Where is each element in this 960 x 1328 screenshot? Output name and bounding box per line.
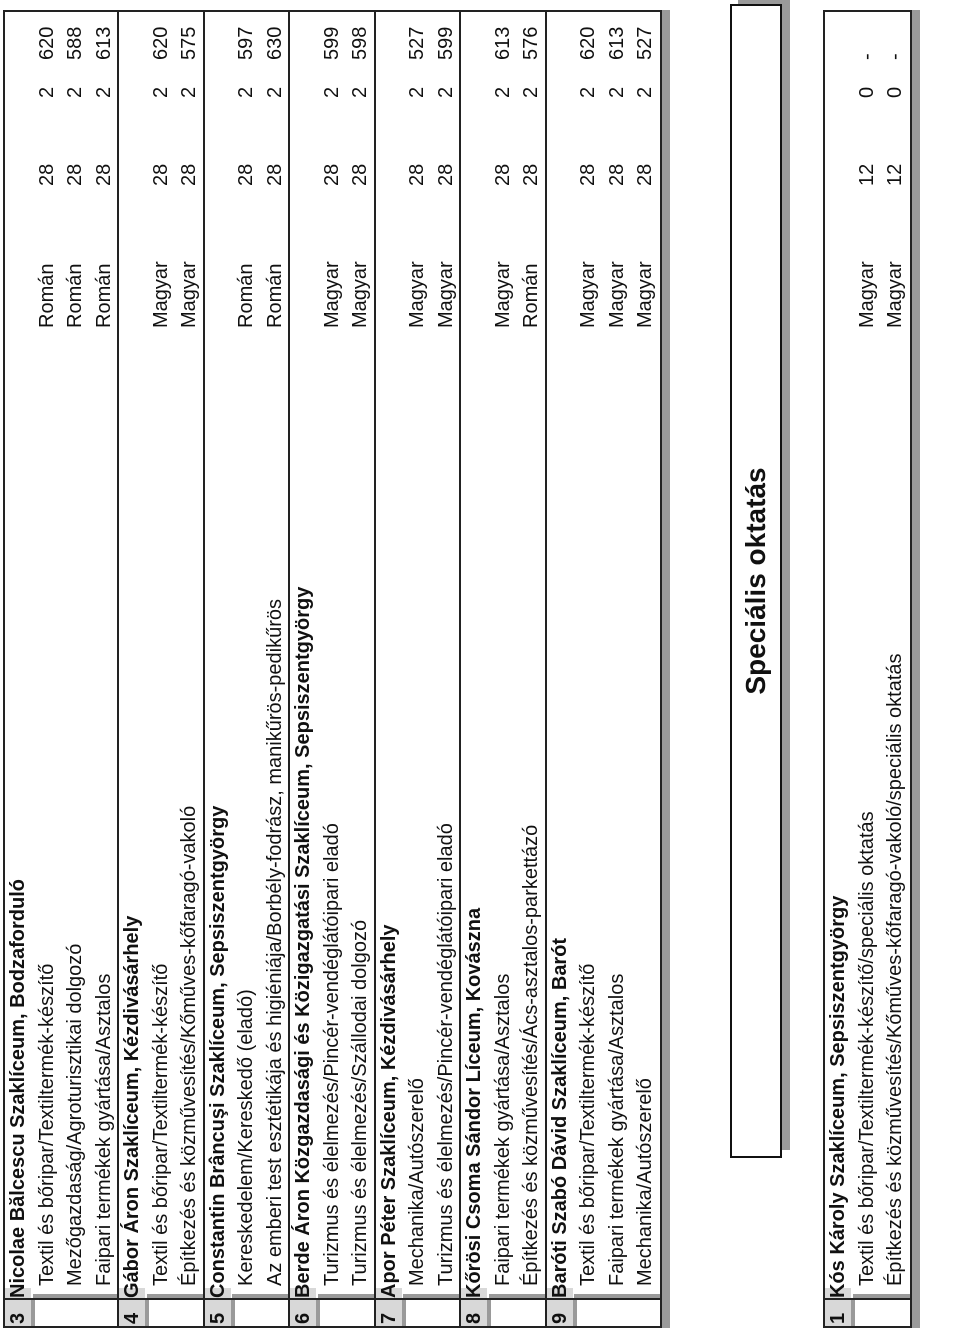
program-name: Turizmus és élelmezés/Pincér-vendéglátóipari eladó [320, 823, 343, 1286]
school-name: Kőrösi Csoma Sándor Líceum, Kovászna [463, 907, 485, 1298]
program-name: Textil és bőripar/Textiltermék-készítő [149, 963, 172, 1286]
special-places: 0 [884, 86, 906, 98]
program-row [432, 10, 460, 1328]
class-count: 12 [884, 163, 906, 186]
class-count: 28 [178, 163, 200, 186]
min-score: 620 [577, 26, 599, 60]
teaching-language: Román [64, 263, 86, 328]
program-row [261, 10, 289, 1328]
min-score: 613 [491, 26, 514, 60]
class-count: 28 [263, 163, 286, 186]
program-name: Textil és bőripar/Textiltermék-készítő [35, 963, 58, 1286]
school-number: 4 [121, 1312, 143, 1324]
special-places: 2 [64, 86, 86, 98]
teaching-language: Magyar [320, 261, 343, 328]
school-header-row [375, 10, 403, 1328]
school-number: 3 [7, 1312, 29, 1324]
class-count: 12 [855, 163, 878, 186]
program-row [574, 10, 602, 1328]
school-name: Kós Károly Szaklíceum, Sepsiszentgyörgy [827, 895, 849, 1298]
school-number: 9 [548, 1312, 571, 1324]
teaching-language: Magyar [577, 261, 599, 328]
table-bottom-shadow [662, 10, 670, 1328]
program-row [853, 10, 881, 1328]
teaching-language: Román [263, 263, 286, 328]
teaching-language: Román [235, 263, 257, 328]
min-score: 613 [92, 26, 115, 60]
school-number: 8 [463, 1312, 485, 1324]
min-score: 620 [35, 26, 58, 60]
class-count: 28 [406, 163, 428, 186]
section-title: Speciális oktatás [740, 467, 771, 695]
special-places: 2 [178, 86, 200, 98]
min-score: - [884, 53, 906, 60]
teaching-language: Magyar [605, 261, 628, 328]
program-name: Faipari termékek gyártása/Asztalos [491, 973, 514, 1286]
school-name: Constantin Brâncuşi Szaklíceum, Sepsiszentgyörgy [206, 805, 229, 1298]
min-score: 588 [64, 26, 86, 60]
special-places: 2 [35, 86, 58, 98]
table-right-border [3, 10, 660, 12]
class-count: 28 [149, 163, 172, 186]
class-count: 28 [35, 163, 58, 186]
teaching-language: Magyar [855, 261, 878, 328]
class-count: 28 [520, 163, 542, 186]
min-score: 599 [320, 26, 343, 60]
teaching-language: Román [35, 263, 58, 328]
min-score: 613 [605, 26, 628, 60]
program-name: Textil és bőripar/Textiltermék-készítő [577, 963, 599, 1286]
program-row [33, 10, 61, 1328]
teaching-language: Magyar [349, 261, 371, 328]
section-title-box [730, 4, 782, 1158]
row-divider [374, 10, 376, 1328]
program-row [881, 10, 909, 1328]
row-divider [3, 10, 5, 1328]
school-name: Apor Péter Szaklíceum, Kézdivásárhely [377, 924, 400, 1298]
program-row [403, 10, 431, 1328]
min-score: 620 [149, 26, 172, 60]
min-score: 597 [235, 26, 257, 60]
class-count: 28 [491, 163, 514, 186]
program-name: Turizmus és élelmezés/Pincér-vendéglátóipari eladó [434, 823, 457, 1286]
program-name: Mechanika/Autószerelő [406, 1078, 428, 1286]
program-row [232, 10, 260, 1328]
teaching-language: Magyar [149, 261, 172, 328]
school-header-row [204, 10, 232, 1328]
school-header-row [824, 10, 852, 1328]
program-name: Kereskedelem/Kereskedő (eladó) [235, 989, 257, 1286]
row-divider [288, 10, 290, 1328]
school-header-row [460, 10, 488, 1328]
program-name: Textil és bőripar/Textiltermék-készítő/speciális oktatás [855, 811, 878, 1286]
special-places: 2 [605, 86, 628, 98]
min-score: 630 [263, 26, 286, 60]
row-divider [203, 10, 205, 1328]
class-count: 28 [577, 163, 599, 186]
program-name: Mechanika/Autószerelő [634, 1078, 656, 1286]
class-count: 28 [434, 163, 457, 186]
teaching-language: Magyar [178, 261, 200, 328]
program-row [90, 10, 118, 1328]
program-row [603, 10, 631, 1328]
program-row [318, 10, 346, 1328]
program-name: Faipari termékek gyártása/Asztalos [92, 973, 115, 1286]
row-divider [823, 10, 825, 1328]
program-name: Mezőgazdaság/Agroturisztikai dolgozó [64, 943, 86, 1286]
school-name: Nicolae Bălcescu Szaklíceum, Bodzaforduló [7, 878, 29, 1298]
min-score: 527 [406, 26, 428, 60]
class-count: 28 [605, 163, 628, 186]
school-header-row [546, 10, 574, 1328]
special-right-border [823, 10, 910, 12]
special-places: 2 [520, 86, 542, 98]
program-row [631, 10, 659, 1328]
class-count: 28 [92, 163, 115, 186]
row-divider [459, 10, 461, 1328]
class-count: 28 [64, 163, 86, 186]
school-name: Gábor Áron Szaklíceum, Kézdivásárhely [121, 915, 143, 1298]
program-name: Építkezés és közművesítés/Ács-asztalos-parkettázó [520, 824, 542, 1286]
row-divider [117, 10, 119, 1328]
program-name: Faipari termékek gyártása/Asztalos [605, 973, 628, 1286]
program-name: Az emberi test esztétikája és higiéniája/Borbély-fodrász, manikűrös-pedikűrös [263, 599, 286, 1286]
special-places: 2 [491, 86, 514, 98]
program-row [175, 10, 203, 1328]
special-places: 2 [235, 86, 257, 98]
program-row [61, 10, 89, 1328]
teaching-language: Magyar [406, 261, 428, 328]
special-bottom-shadow [912, 10, 920, 1328]
special-places: 2 [434, 86, 457, 98]
special-places: 2 [406, 86, 428, 98]
program-row [147, 10, 175, 1328]
special-number-border [823, 1298, 910, 1300]
program-name: Turizmus és élelmezés/Szállodai dolgozó [349, 919, 371, 1286]
special-places: 2 [149, 86, 172, 98]
special-places: 2 [263, 86, 286, 98]
class-count: 28 [349, 163, 371, 186]
teaching-language: Román [92, 263, 115, 328]
min-score: 576 [520, 26, 542, 60]
class-count: 28 [634, 163, 656, 186]
program-row [489, 10, 517, 1328]
special-places: 2 [320, 86, 343, 98]
school-header-row [289, 10, 317, 1328]
program-name: Építkezés és közművesítés/Kőműves-kőfaragó-vakoló [178, 805, 200, 1286]
min-score: 598 [349, 26, 371, 60]
school-number: 5 [206, 1312, 229, 1324]
teaching-language: Román [520, 263, 542, 328]
class-count: 28 [320, 163, 343, 186]
min-score: 599 [434, 26, 457, 60]
teaching-language: Magyar [434, 261, 457, 328]
program-row [517, 10, 545, 1328]
min-score: 527 [634, 26, 656, 60]
program-row [346, 10, 374, 1328]
program-name: Építkezés és közművesítés/Kőműves-kőfaragó-vakoló/speciális oktatás [884, 653, 906, 1286]
special-places: 2 [92, 86, 115, 98]
special-places: 0 [855, 86, 878, 98]
min-score: - [855, 53, 878, 60]
school-number: 1 [827, 1312, 849, 1324]
special-places: 2 [634, 86, 656, 98]
class-count: 28 [235, 163, 257, 186]
school-name: Berde Áron Közgazdasági és Közigazgatási Szaklíceum, Sepsiszentgyörgy [292, 586, 314, 1298]
special-places: 2 [349, 86, 371, 98]
row-divider [545, 10, 547, 1328]
teaching-language: Magyar [884, 261, 906, 328]
school-name: Baróti Szabó Dávid Szaklíceum, Barót [548, 937, 571, 1298]
school-number: 6 [292, 1312, 314, 1324]
number-column-border [3, 1298, 660, 1300]
school-header-row [118, 10, 146, 1328]
special-places: 2 [577, 86, 599, 98]
teaching-language: Magyar [491, 261, 514, 328]
min-score: 575 [178, 26, 200, 60]
teaching-language: Magyar [634, 261, 656, 328]
school-number: 7 [377, 1312, 400, 1324]
school-header-row [4, 10, 32, 1328]
